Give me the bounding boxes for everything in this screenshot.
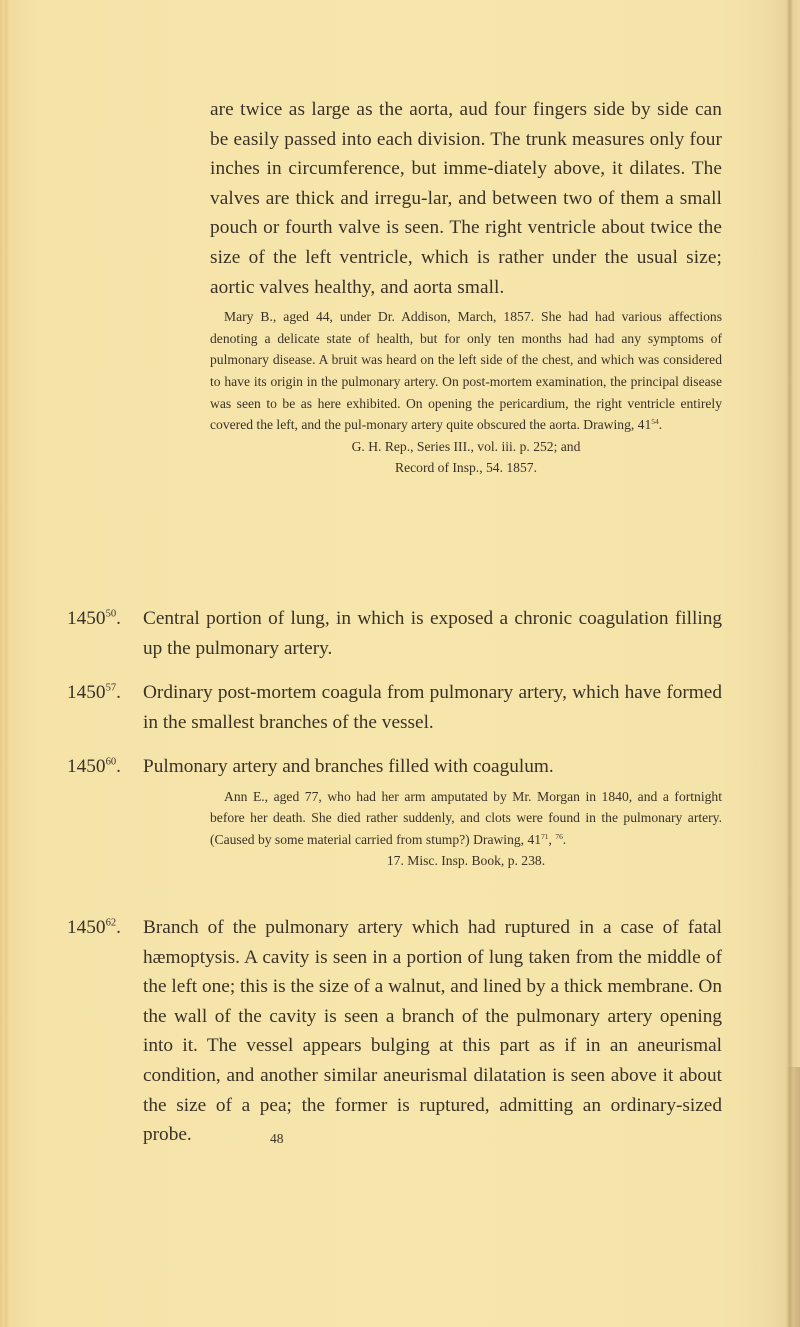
reference-line: G. H. Rep., Series III., vol. iii. p. 252; and: [351, 438, 581, 454]
catalogue-entry: [67, 752, 722, 872]
entry-description: Branch of the pulmonary artery which had ruptured in a case of fatal hæmoptysis. A cavity is seen in a portion of lung taken from the middle of the left one; this is the size of a walnut, and lined by a thick membrane. On the wall of the cavity is seen a branch of the pulmonary artery opening into it. The vessel appears bulging at this part as if in an aneurismal condition, and another similar aneurismal dilatation is seen above it about the size of a pea; the former is ruptured, admitting an ordinary-sized probe.: [143, 917, 722, 1146]
reference-line: 17. Misc. Insp. Book, p. 238.: [386, 853, 546, 869]
page-number: 48: [270, 1131, 284, 1146]
entry-description: Ordinary post-mortem coagula from pulmonary artery, which have formed in the smallest branches of the vessel.: [143, 682, 722, 733]
continued-entry: [210, 95, 722, 479]
catalogue-entry: [67, 604, 722, 663]
catalogue-entry: [67, 678, 722, 737]
case-note: Ann E., aged 77, who had her arm amputated by Mr. Morgan in 1840, and a fortnight before her death. She died rather suddenly, and clots were found in the pulmonary artery. (Caused by some material carried from stump?) Drawing, $41^{71}$, $^{76}$.: [210, 788, 722, 847]
entry-description: Central portion of lung, in which is exposed a chronic coagulation filling up the pulmonary artery.: [143, 608, 722, 659]
reference-line: Record of Insp., 54. 1857.: [395, 460, 537, 476]
entry-number: 1450$^{50}$.: [67, 608, 121, 629]
entry-description: Pulmonary artery and branches filled with coagulum.: [143, 756, 554, 777]
continuation-paragraph: are twice as large as the aorta, aud four fingers side by side can be easily passed into each division. The trunk measures only four inches in circumference, but imme-diately above, it dilates. The valves are thick and irregu-lar, and between two of them a small pouch or fourth valve is seen. The right ventricle about twice the size of the left ventricle, which is rather under the usual size; aortic valves healthy, and aorta small.: [210, 99, 722, 298]
catalogue-entry: [67, 913, 722, 1150]
case-note: Mary B., aged 44, under Dr. Addison, March, 1857. She had had various affections denoting a delicate state of health, but for only ten months had had any symptoms of pulmonary disease. A bruit was heard on the left side of the chest, and which was considered to have its origin in the pulmonary artery. On post-mortem examination, the principal disease was seen to be as here exhibited. On opening the pericardium, the right ventricle entirely covered the left, and the pul-monary artery quite obscured the aorta. Drawing, $41^{54}$.: [210, 309, 722, 433]
entry-number: 1450$^{57}$.: [67, 682, 121, 703]
page-edge-shadow: [786, 1067, 800, 1327]
entry-number: 1450$^{60}$.: [67, 756, 121, 777]
entry-number: 1450$^{62}$.: [67, 917, 121, 938]
